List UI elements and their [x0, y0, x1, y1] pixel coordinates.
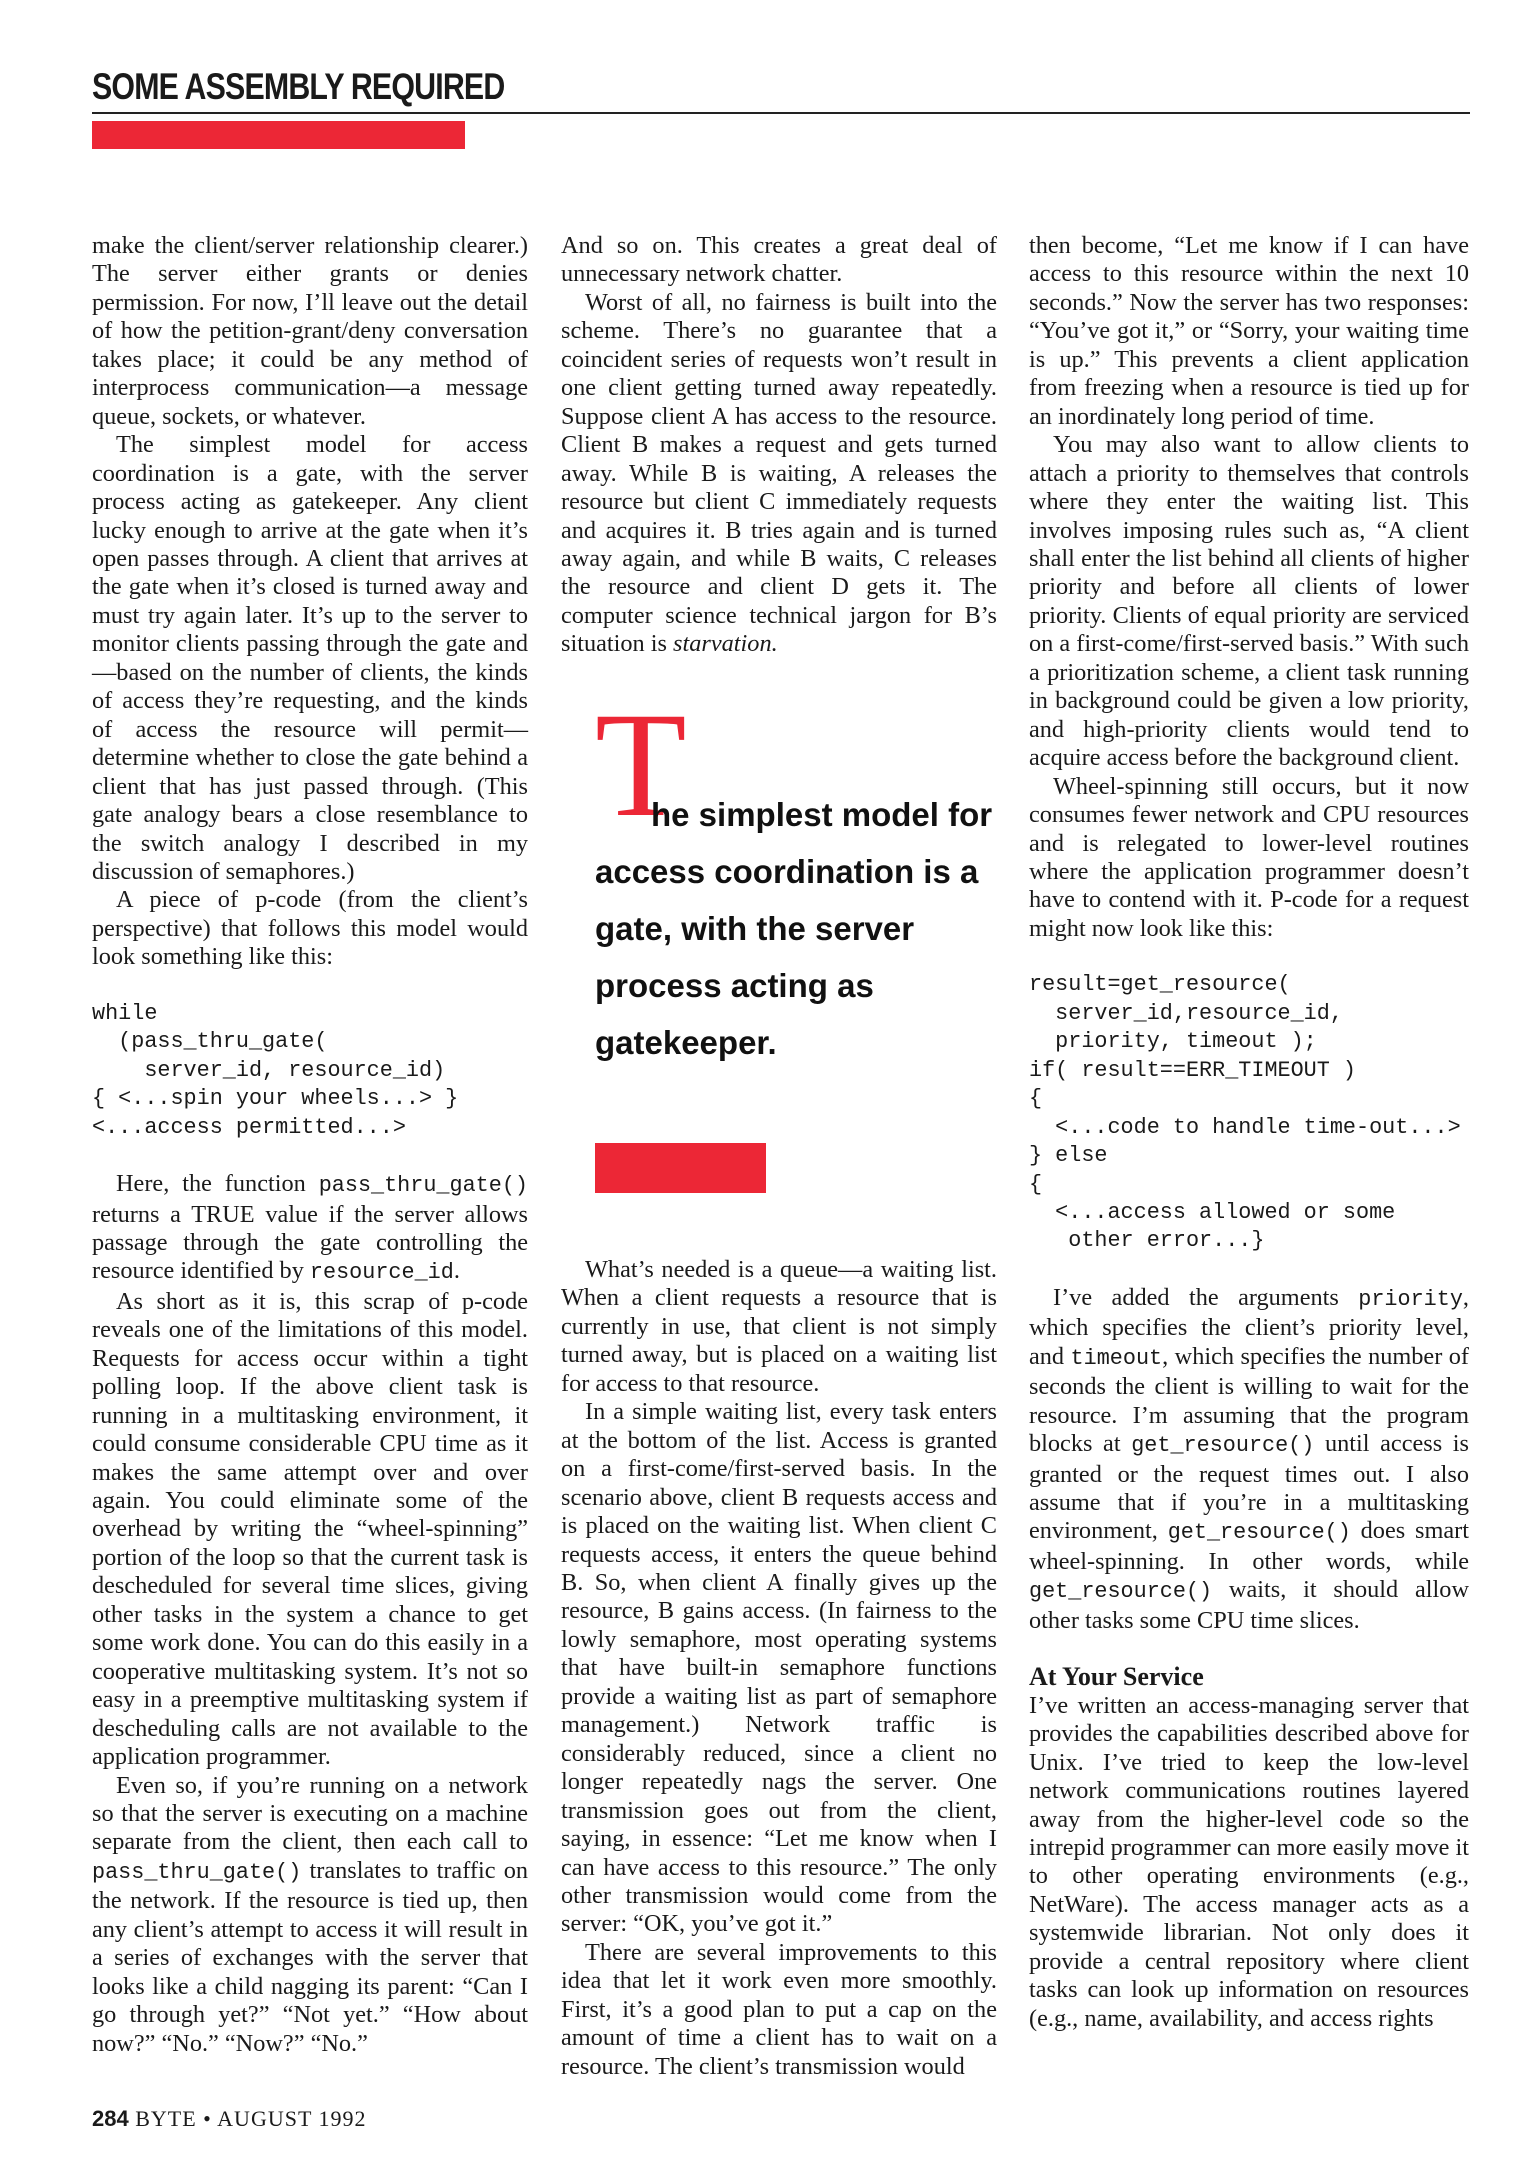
col3-paragraph-2: You may also want to allow clients to attach a priority to themselves that controls where they enter the waiting list. This involves imposing rules such as, “A client shall enter the list behind all clients of higher priority and before all clients of lower priority. Clients of equal priority are serviced on a first-come/first-served basis.” With such a prioritization scheme, a client task running in background could be given a low priority, and high-priority clients would tend to acquire access before the background client. [1029, 431, 1469, 772]
header-rule [92, 112, 1470, 114]
col3-code-block: result=get_resource( server_id,resource_id, priority, timeout ); if( result==ERR_TIMEOUT ) { <...code to handle time-out...> } else { <...access allowed or some other error...} [1029, 972, 1461, 1254]
col1-paragraph-4: Here, the function pass_thru_gate() returns a TRUE value if the server allows passage through the gate controlling the resource identified by resource_id. [92, 1170, 528, 1286]
column-1 [92, 232, 528, 2058]
magazine-name: BYTE [135, 2106, 197, 2131]
col2-paragraph-1: And so on. This creates a great deal of unnecessary network chatter. [561, 232, 997, 288]
col2-paragraph-2: Worst of all, no fairness is built into the scheme. There’s no guarantee that a coincident series of requests won’t result in one client getting turned away repeatedly. Suppose client A has access to the resource. Client B makes a request and gets turned away. While B is waiting, A releases the resource but client C immediately requests and acquires it. B tries again and is turned away again, and while B waits, C releases the resource and client D gets it. The computer science technical jargon for B’s situation is starvation. [561, 288, 997, 658]
subhead-at-your-service: At Your Service [1029, 1662, 1204, 1692]
col3-paragraph-3: Wheel-spinning still occurs, but it now consumes fewer network and CPU resources and is relegated to lower-level routines where the application programmer doesn’t have to contend with it. P-code for a request might now look like this: [1029, 772, 1469, 942]
page-footer [92, 2106, 367, 2132]
col2-paragraph-4: In a simple waiting list, every task enters at the bottom of the list. Access is granted on a first-come/first-served basis. In the scenario above, client B requests access and is placed on the waiting list. When client C requests access, it enters the queue behind B. So, when client A finally gives up the resource, B gains access. (In fairness to the lowly semaphore, most operating systems that have built-in semaphore functions provide a waiting list as part of semaphore management.) Network traffic is considerably reduced, since a client no longer repeatedly nags the server. One transmission goes out from the client, saying, in essence: “Let me know when I can have access to this resource.” The only other transmission would come from the server: “OK, you’ve got it.” [561, 1398, 997, 1938]
col3-paragraph-5: I’ve written an access-managing server that provides the capabilities described above for Unix. I’ve tried to keep the low-level network communications routines layered away from the higher-level code so the intrepid programmer can more easily move it to other operating environments (e.g., NetWare). The access manager acts as a systemwide librarian. Not only does it provide a central repository where client tasks can look up information on resources (e.g., name, availability, and access rights [1029, 1691, 1469, 2032]
col1-paragraph-2: The simplest model for access coordination is a gate, with the server process acting as gatekeeper. Any client lucky enough to arrive at the gate when it’s open passes through. A client that arrives at the gate when it’s closed is turned away and must try again later. It’s up to the server to monitor clients passing through the gate and—based on the number of clients, the kinds of access they’re requesting, and the kinds of access the resource will permit—determine whether to close the gate behind a client that has just passed through. (This gate analogy bears a close resemblance to the switch analogy I described in my discussion of semaphores.) [92, 431, 528, 885]
col1-paragraph-3: A piece of p-code (from the client’s perspective) that follows this model would look something like this: [92, 886, 528, 971]
section-title: SOME ASSEMBLY REQUIRED [92, 66, 505, 107]
pull-quote-initial: T [595, 682, 687, 848]
col3-paragraph-4: I’ve added the arguments priority, which specifies the client’s priority level, and timeout, which specifies the number of seconds the client is willing to wait for the resource. I’m assuming that the program blocks at get_resource() until access is granted or the request times out. I also assume that if you’re in a multitasking environment, get_resource() does smart wheel-spinning. In other words, while get_resource() waits, it should allow other tasks some CPU time slices. [1029, 1283, 1470, 1634]
col3-paragraph-1: then become, “Let me know if I can have access to this resource within the next 10 seconds.” Now the server has two responses: “You’ve got it,” or “Sorry, your waiting time is up.” This prevents a client application from freezing when a resource is tied up for an inordinately long period of time. [1029, 232, 1469, 430]
pull-quote-accent-bar [595, 1143, 766, 1193]
header-accent-bar [92, 121, 465, 149]
col1-paragraph-1: make the client/server relationship clearer.) The server either grants or denies permission. For now, I’ll leave out the detail of how the petition-grant/deny conversation takes place; it could be any method of interprocess communication—a message queue, sockets, or whatever. [92, 232, 528, 430]
column-2 [561, 232, 997, 659]
page-number: 284 [92, 2106, 129, 2131]
col1-paragraph-6: Even so, if you’re running on a network so that the server is executing on a machine separate from the client, then each call to pass_thru_gate() translates to traffic on the network. If the resource is tied up, then any client’s attempt to access it will result in a series of exchanges with the server that looks like a child nagging its parent: “Can I go through yet?” “Not yet.” “How about now?” “No.” “Now?” “No.” [92, 1771, 528, 2057]
column-2-lower [561, 1256, 997, 2081]
column-3 [1029, 232, 1469, 2033]
col2-paragraph-3: What’s needed is a queue—a waiting list. When a client requests a resource that is currently in use, that client is not simply turned away, but is placed on a waiting list for access to that resource. [561, 1256, 997, 1397]
pull-quote-text: he simplest model for access coordination is a gate, with the server process acting as gatekeeper. [595, 796, 993, 1061]
col2-paragraph-5: There are several improvements to this idea that let it work even more smoothly. First, it’s a good plan to put a cap on the amount of time a client has to wait on a resource. The client’s transmission would [561, 1938, 997, 2080]
issue-date: AUGUST 1992 [217, 2106, 367, 2131]
footer-separator: • [203, 2106, 212, 2131]
col1-paragraph-5: As short as it is, this scrap of p-code reveals one of the limitations of this model. Requests for access occur within a tight polling loop. If the above client task is running in a multitasking environment, it could consume considerable CPU time as it makes the same attempt over and over again. You could eliminate some of the overhead by writing the “wheel-spinning” portion of the loop so that the current task is descheduled for several time slices, giving other tasks in the system a chance to get some work done. You can do this easily in a cooperative multitasking system. It’s not so easy in a preemptive multitasking system if descheduling calls are not available to the application programmer. [92, 1287, 528, 1771]
col1-code-block: while (pass_thru_gate( server_id, resource_id) { <...spin your wheels...> } <...access permitted...> [92, 1000, 459, 1140]
